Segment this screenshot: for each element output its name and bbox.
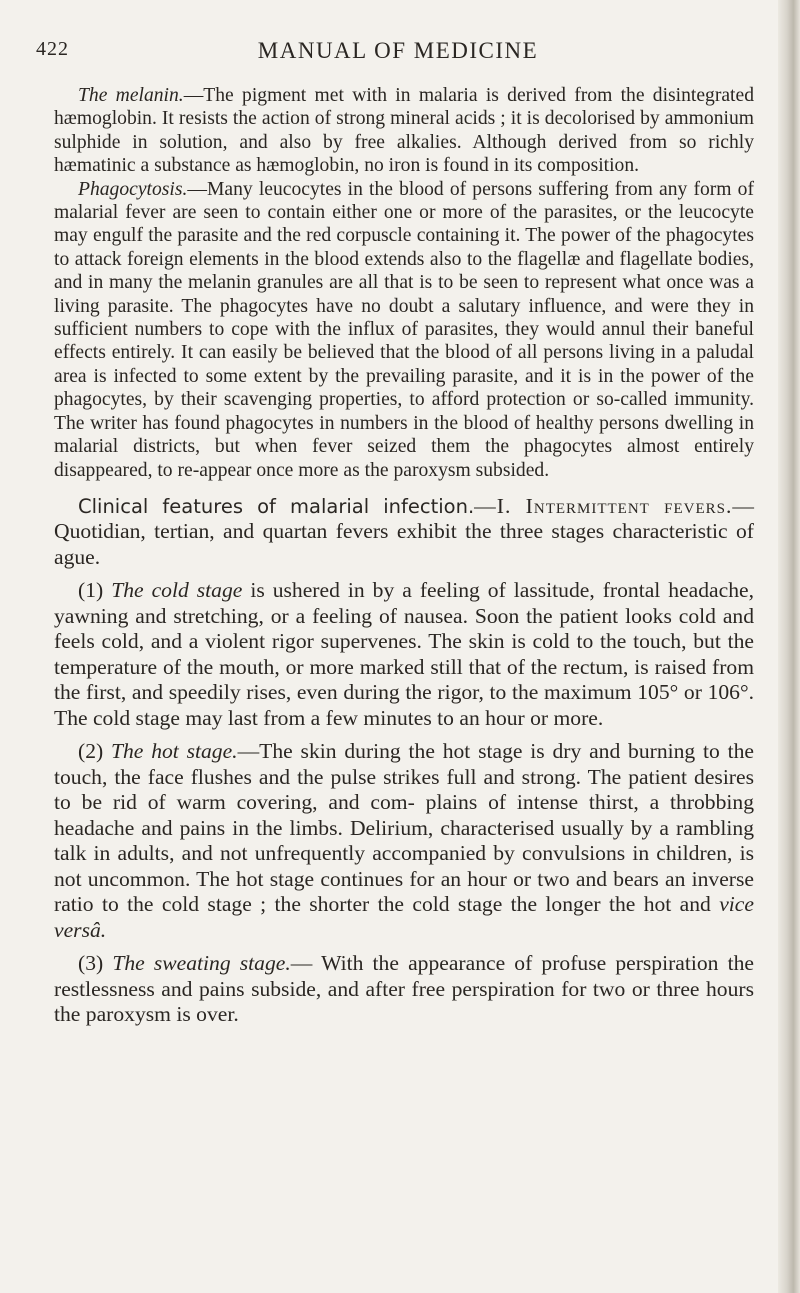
- page-edge: [778, 0, 800, 1293]
- sweating-stage-text: — With the appearance of profuse perspiration the restlessness and pains subside, and after free perspiration for two or three hours the paroxysm is over.: [54, 951, 754, 1027]
- paragraph-melanin: [54, 84, 754, 178]
- phagocytosis-text: —Many leucocytes in the blood of persons suffering from any form of malarial fever are seen to contain either one or more of the parasites, or the leucocyte may engulf the parasite and the red corpuscle containing it. The power of the phagocytes to attack foreign elements in the blood extends also to the flagellæ and flagellate bodies, and in many the melanin granules are all that is to be seen to represent what once was a living parasite. The phagocytes have no doubt a salutary influence, and were they in sufficient numbers to cope with the influx of parasites, they would annul their baneful effects entirely. It can easily be believed that the blood of all persons living in a paludal area is infected to some extent by the prevailing parasite, and it is in the power of the phagocytes, by their scavenging properties, to afford protection or so-called immunity. The writer has found phagocytes in numbers in the blood of healthy persons dwelling in malarial districts, but when fever seized them the phagocytes almost entirely disappeared, to re-appear once more as the paroxysm subsided.: [54, 178, 754, 481]
- paragraph-clinical-features: [54, 494, 754, 571]
- paragraph-cold-stage: [54, 578, 754, 731]
- cold-stage-number: (1): [78, 578, 104, 603]
- melanin-title: The melanin.: [78, 85, 184, 106]
- cold-stage-text: is ushered in by a feeling of lassitude, frontal headache, yawning and stretching, or a feeling of nausea. Soon the patient looks cold and feels cold, and a violent rigor supervenes. The skin is cold to the touch, but the temperature of the mouth, or more marked still that of the rectum, is raised from the first, and speedily rises, even during the rigor, to the maximum 105° or 106°. The cold stage may last from a few minutes to an hour or more.: [54, 578, 754, 730]
- page-header: [36, 38, 760, 68]
- body-text: [54, 84, 754, 1028]
- section-heading: Clinical features of malarial infection.: [78, 494, 475, 518]
- paragraph-sweating-stage: [54, 951, 754, 1028]
- section-subheading: —I. Intermittent fevers.: [474, 493, 733, 518]
- vice-versa: vice versâ.: [54, 892, 754, 942]
- sweating-stage-title: The sweating stage.: [112, 951, 291, 976]
- clinical-text: —Quotidian, tertian, and quartan fevers exhibit the three stages characteristic of ague.: [54, 493, 754, 569]
- hot-stage-text: —The skin during the hot stage is dry and burning to the touch, the face flushes and the pulse strikes full and strong. The patient desires to be rid of warm covering, and com- plains of intense thirst, a throbbing headache and pains in the limbs. Delirium, characterised usually by a rambling talk in adults, and not unfrequently accompanied by convulsions in children, is not uncommon. The hot stage continues for an hour or two and bears an inverse ratio to the cold stage ; the shorter the cold stage the longer the hot and: [54, 739, 755, 917]
- paragraph-phagocytosis: [54, 178, 754, 482]
- page-number: 422: [36, 38, 69, 60]
- cold-stage-title: The cold stage: [111, 578, 243, 603]
- hot-stage-number: (2): [78, 739, 104, 764]
- melanin-text: —The pigment met with in malaria is derived from the disintegrated hæmoglobin. It resists the action of strong mineral acids ; it is decolorised by ammonium sulphide in solution, and also by free alkalies. Although derived from so richly hæmatinic a substance as hæmoglobin, no iron is found in its composition.: [54, 85, 754, 177]
- paragraph-hot-stage: [54, 739, 754, 943]
- phagocytosis-title: Phagocytosis.: [78, 178, 188, 200]
- sweating-stage-number: (3): [78, 951, 104, 976]
- running-head: MANUAL OF MEDICINE: [257, 38, 539, 63]
- hot-stage-title: The hot stage.: [111, 739, 238, 764]
